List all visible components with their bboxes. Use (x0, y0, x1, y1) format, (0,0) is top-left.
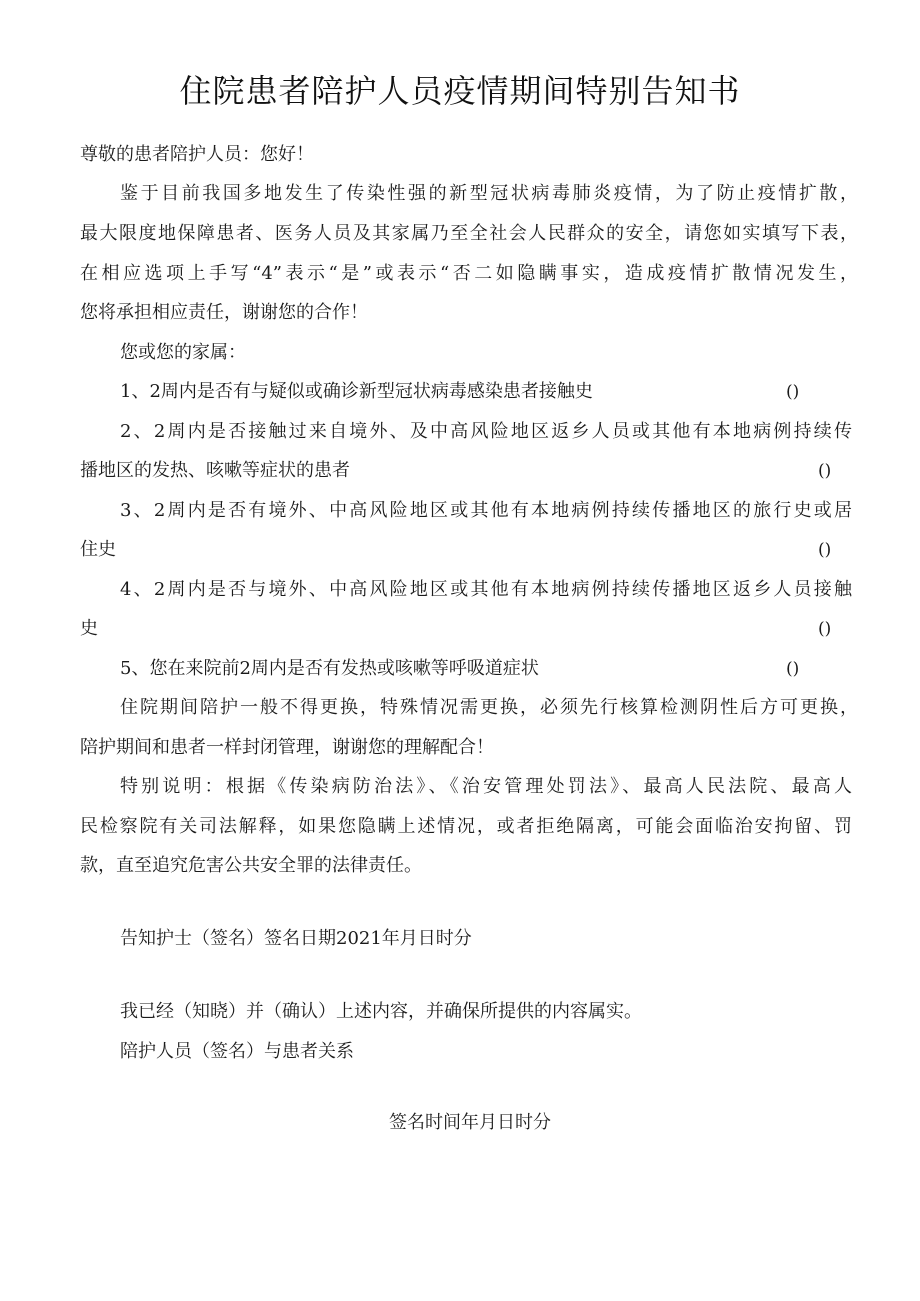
sign-time-line: 签名时间年月日时分 (389, 1112, 551, 1133)
confirm-statement: 我已经（知晓）并（确认）上述内容，并确保所提供的内容属实。 (120, 1001, 642, 1022)
intro-line: 您将承担相应责任，谢谢您的合作！ (80, 302, 368, 323)
question-2: 2、2周内是否接触过来自境外、及中高风险地区返乡人员或其他有本地病例持续传 (120, 421, 852, 442)
page-title: 住院患者陪护人员疫情期间特别告知书 (179, 72, 741, 110)
special-line: 款，直至追究危害公共安全罪的法律责任。 (80, 855, 422, 876)
question-3-cont: 住史 (80, 539, 116, 560)
answer-box-5[interactable]: () (786, 659, 800, 679)
answer-box-2[interactable]: () (818, 461, 832, 481)
question-5: 5、您在来院前2周内是否有发热或咳嗽等呼吸道症状 (120, 658, 539, 679)
special-line: 特别说明：根据《传染病防治法》、《治安管理处罚法》、最高人民法院、最高人 (120, 776, 852, 797)
question-3: 3、2周内是否有境外、中高风险地区或其他有本地病例持续传播地区的旅行史或居 (120, 500, 852, 521)
intro-line: 鉴于目前我国多地发生了传染性强的新型冠状病毒肺炎疫情，为了防止疫情扩散， (120, 183, 858, 204)
question-4: 4、2周内是否与境外、中高风险地区或其他有本地病例持续传播地区返乡人员接触 (120, 579, 852, 600)
notice-line: 陪护期间和患者一样封闭管理，谢谢您的理解配合！ (80, 737, 494, 758)
question-4-cont: 史 (80, 618, 98, 639)
notice-line: 住院期间陪护一般不得更换，特殊情况需更换，必须先行核算检测阴性后方可更换， (120, 697, 858, 718)
intro-line: 最大限度地保障患者、医务人员及其家属乃至全社会人民群众的安全，请您如实填写下表， (80, 223, 858, 244)
family-label: 您或您的家属： (120, 342, 246, 363)
answer-box-1[interactable]: () (786, 382, 800, 402)
nurse-signature-line: 告知护士（签名）签名日期2021年月日时分 (120, 928, 472, 949)
companion-signature-line: 陪护人员（签名）与患者关系 (120, 1041, 354, 1062)
intro-line: 在相应选项上手写“4”表示“是”或表示“否二如隐瞒事实，造成疫情扩散情况发生， (80, 263, 858, 284)
greeting: 尊敬的患者陪护人员：您好！ (80, 144, 314, 165)
special-line: 民检察院有关司法解释，如果您隐瞒上述情况，或者拒绝隔离，可能会面临治安拘留、罚 (80, 816, 852, 837)
answer-box-4[interactable]: () (818, 619, 832, 639)
question-1: 1、2周内是否有与疑似或确诊新型冠状病毒感染患者接触史 (120, 381, 593, 402)
question-2-cont: 播地区的发热、咳嗽等症状的患者 (80, 460, 350, 481)
answer-box-3[interactable]: () (818, 540, 832, 560)
